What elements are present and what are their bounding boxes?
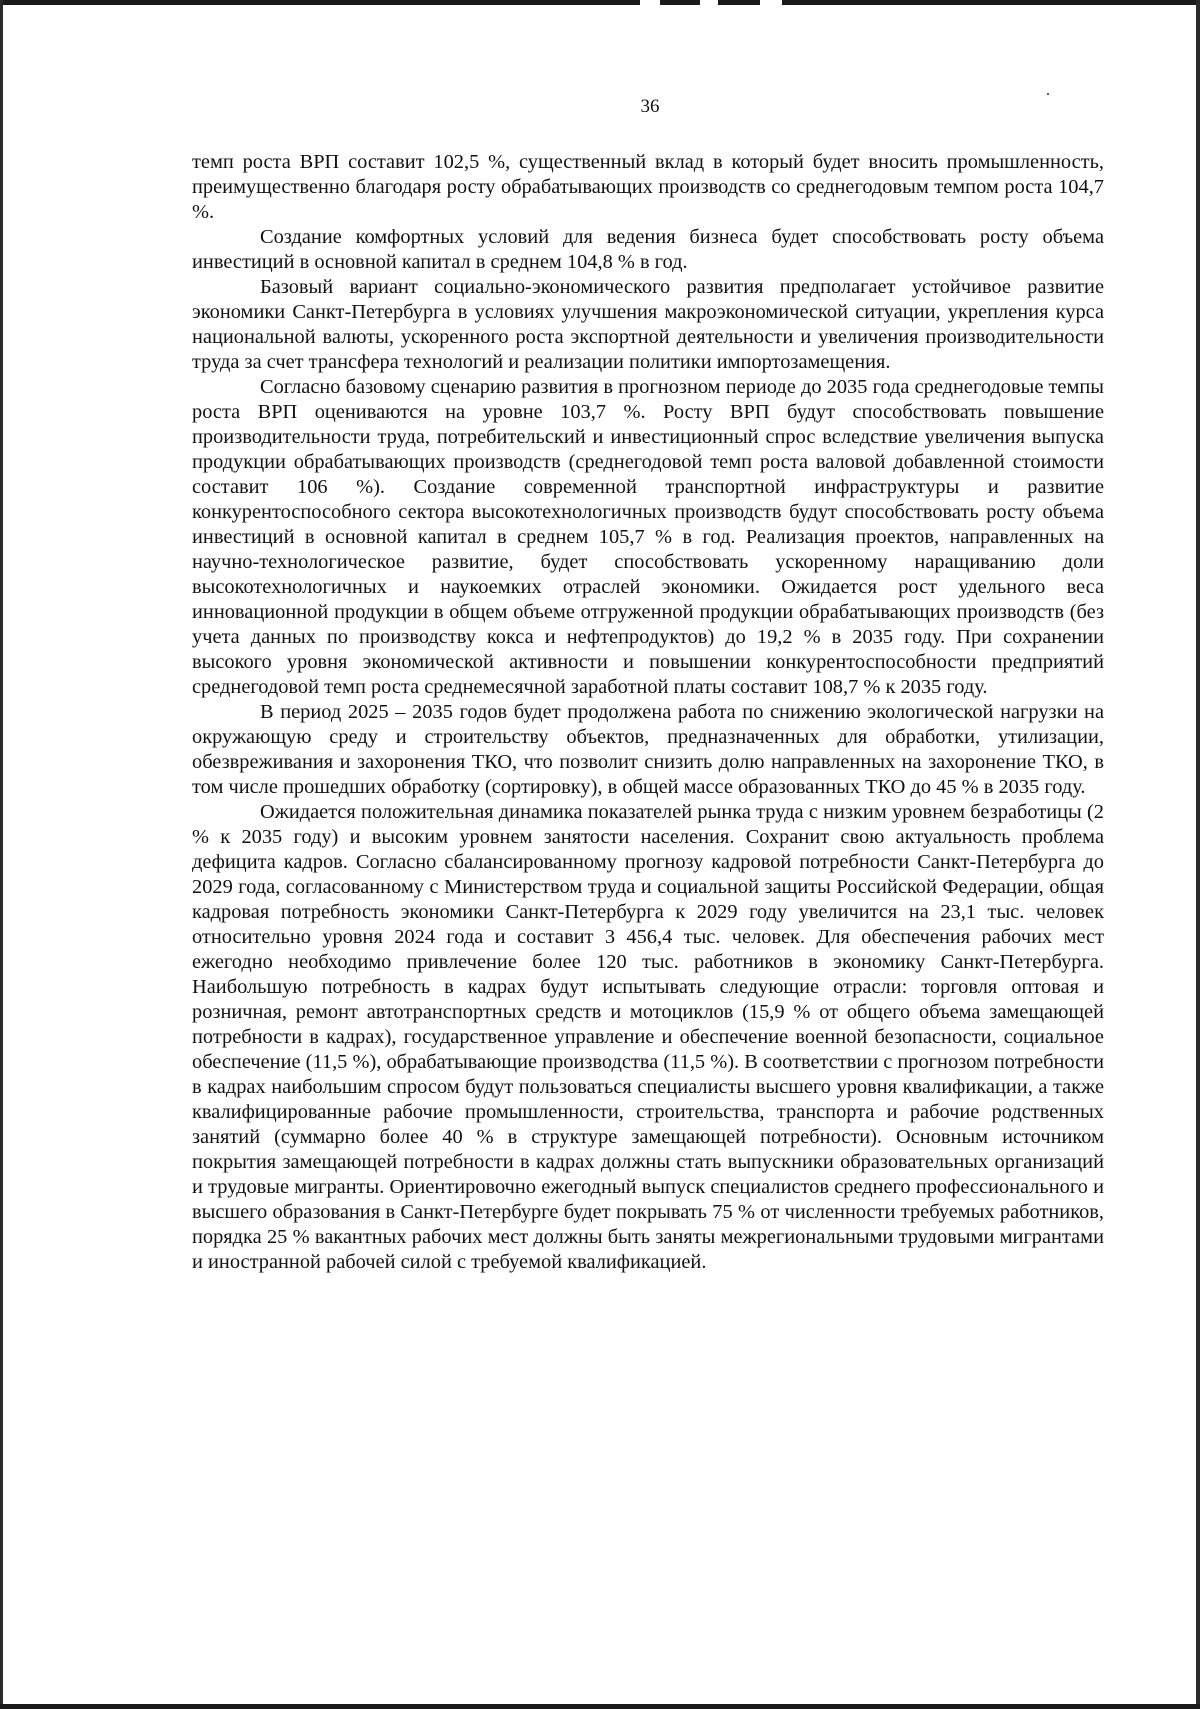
scan-speck xyxy=(1047,93,1049,95)
scan-border-gap xyxy=(640,0,660,5)
paragraph-investment: Создание комфортных условий для ведения бизнеса будет способствовать росту объема инвестиций в основной капитал в среднем 104,8 % в год. xyxy=(192,226,1104,273)
document-body xyxy=(192,150,1104,1275)
scan-border-gap xyxy=(760,0,782,5)
paragraph-forecast-2035: Согласно базовому сценарию развития в прогнозном периоде до 2035 года среднегодовые темпы роста ВРП оцениваются на уровне 103,7 %. Росту ВРП будут способствовать повышение производительности труда, потребительский и инвестиционный спрос вследствие увеличения выпуска продукции обрабатывающих производств (среднегодовой темп роста валовой добавленной стоимости составит 106 %). Создание современной транспортной инфраструктуры и развитие конкурентоспособного сектора высокотехнологичных производств будут способствовать росту объема инвестиций в основной капитал в среднем 105,7 % в год. Реализация проектов, направленных на научно-технологическое развитие, будет способствовать ускоренному наращиванию доли высокотехнологичных и наукоемких отраслей экономики. Ожидается рост удельного веса инновационной продукции в общем объеме отгруженной продукции обрабатывающих производств (без учета данных по производству кокса и нефтепродуктов) до 19,2 % в 2035 году. При сохранении высокого уровня экономической активности и повышении конкурентоспособности предприятий среднегодовой темп роста среднемесячной заработной платы составит 108,7 % к 2035 году. xyxy=(192,376,1104,698)
scan-border-bottom xyxy=(0,1704,1200,1709)
page-number: 36 xyxy=(640,96,660,117)
paragraph-ecology: В период 2025 – 2035 годов будет продолжена работа по снижению экологической нагрузки на окружающую среду и строительству объектов, предназначенных для обработки, утилизации, обезвреживания и захоронения ТКО, что позволит снизить долю направленных на захоронение ТКО, в том числе прошедших обработку (сортировку), в общей массе образованных ТКО до 45 % в 2035 году. xyxy=(192,701,1104,798)
scan-border-gap xyxy=(700,0,718,5)
paragraph-gdp-growth: темп роста ВРП составит 102,5 %, существенный вклад в который будет вносить промышленность, преимущественно благодаря росту обрабатывающих производств со среднегодовым темпом роста 104,7 %. xyxy=(192,151,1104,223)
scan-border-left xyxy=(0,0,3,1709)
paragraph-base-scenario: Базовый вариант социально-экономического развития предполагает устойчивое развитие экономики Санкт-Петербурга в условиях улучшения макроэкономической ситуации, укрепления курса национальной валюты, ускоренного роста экспортной деятельности и увеличения производительности труда за счет трансфера технологий и реализации политики импортозамещения. xyxy=(192,276,1104,373)
scan-border-top xyxy=(0,0,1200,5)
paragraph-labor-market: Ожидается положительная динамика показателей рынка труда с низким уровнем безработицы (2 % к 2035 году) и высоким уровнем занятости населения. Сохранит свою актуальность проблема дефицита кадров. Согласно сбалансированному прогнозу кадровой потребности Санкт-Петербурга до 2029 года, согласованному с Министерством труда и социальной защиты Российской Федерации, общая кадровая потребность экономики Санкт-Петербурга к 2029 году увеличится на 23,1 тыс. человек относительно уровня 2024 года и составит 3 456,4 тыс. человек. Для обеспечения рабочих мест ежегодно необходимо привлечение более 120 тыс. работников в экономику Санкт-Петербурга. Наибольшую потребность в кадрах будут испытывать следующие отрасли: торговля оптовая и розничная, ремонт автотранспортных средств и мотоциклов (15,9 % от общего объема замещающей потребности в кадрах), государственное управление и обеспечение военной безопасности, социальное обеспечение (11,5 %), обрабатывающие производства (11,5 %). В соответствии с прогнозом потребности в кадрах наибольшим спросом будут пользоваться специалисты высшего уровня квалификации, а также квалифицированные рабочие промышленности, строительства, транспорта и рабочие родственных занятий (суммарно более 40 % в структуре замещающей потребности). Основным источником покрытия замещающей потребности в кадрах должны стать выпускники образовательных организаций и трудовые мигранты. Ориентировочно ежегодный выпуск специалистов среднего профессионального и высшего образования в Санкт-Петербурге будет покрывать 75 % от численности требуемых работников, порядка 25 % вакантных рабочих мест должны быть заняты межрегиональными трудовыми мигрантами и иностранной рабочей силой с требуемой квалификацией. xyxy=(192,801,1104,1273)
scan-border-right xyxy=(1196,0,1200,1709)
